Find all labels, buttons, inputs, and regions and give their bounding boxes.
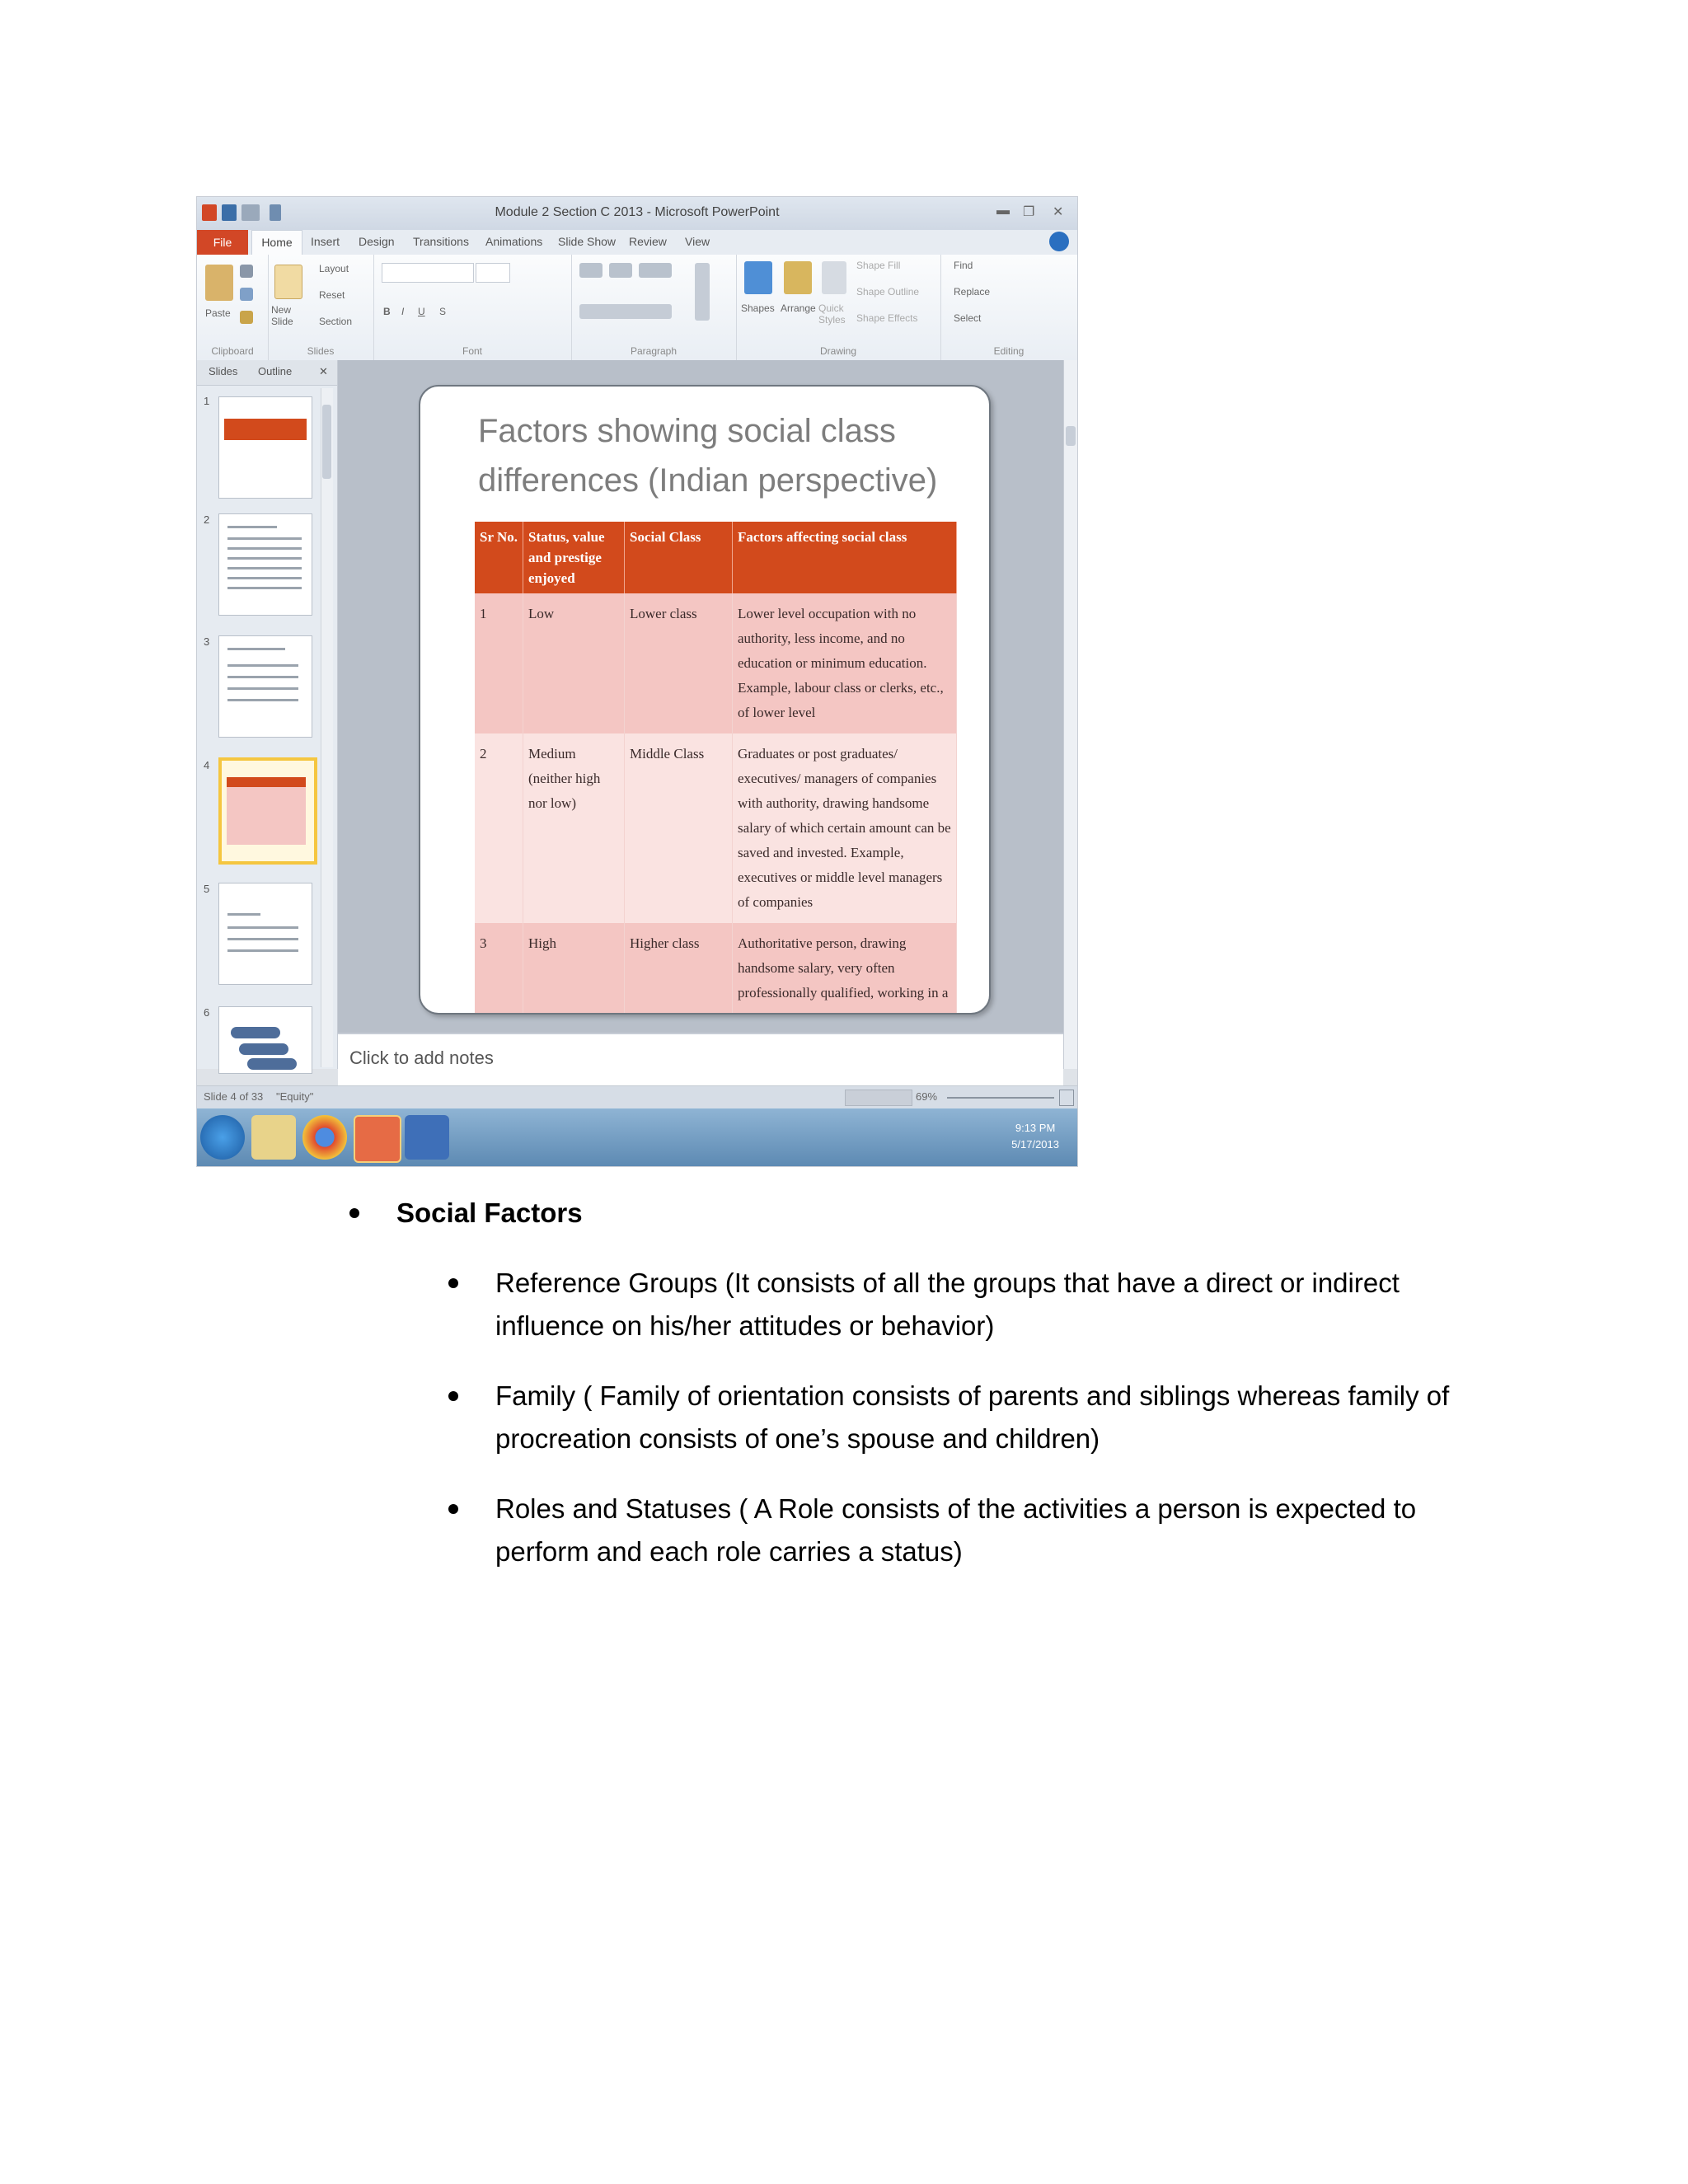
paragraph-group xyxy=(571,255,737,360)
powerpoint-screenshot xyxy=(196,196,1078,1167)
alignment-icons[interactable] xyxy=(579,304,672,319)
cell-status: High xyxy=(523,923,625,1014)
tab-view[interactable]: View xyxy=(685,235,710,248)
bullet-2-line-2: procreation consists of one’s spouse and children) xyxy=(495,1423,1100,1454)
tab-insert[interactable]: Insert xyxy=(311,235,340,248)
cell-factors: Lower level occupation with no authority, less income, and no education or minimum education. Example, labour class or clerks, etc., of lower level xyxy=(733,593,957,733)
theme-name: "Equity" xyxy=(276,1090,314,1103)
current-slide[interactable] xyxy=(419,385,991,1015)
tab-outline[interactable]: Outline xyxy=(258,365,293,377)
indent-icon[interactable] xyxy=(639,263,672,278)
cell-social-class: Higher class xyxy=(625,923,733,1014)
slide-thumbnail-2[interactable] xyxy=(218,513,312,616)
slide-scrollbar[interactable] xyxy=(1063,360,1078,1069)
shapes-label[interactable]: Shapes xyxy=(741,302,775,314)
arrange-icon[interactable] xyxy=(784,261,812,294)
bullet-1-line-2: influence on his/her attitudes or behavior) xyxy=(495,1310,995,1341)
cell-factors: Authoritative person, drawing handsome salary, very often professionally qualified, working in a xyxy=(733,923,957,1014)
cell-status: Low xyxy=(523,593,625,733)
view-buttons[interactable] xyxy=(845,1090,912,1106)
font-group xyxy=(373,255,572,360)
word-taskbar-icon[interactable] xyxy=(405,1115,449,1160)
select-button[interactable]: Select xyxy=(954,312,982,324)
shapes-icon[interactable] xyxy=(744,261,772,294)
new-slide-icon[interactable] xyxy=(274,265,302,299)
cell-status: Medium (neither high nor low) xyxy=(523,733,625,923)
tab-home[interactable]: Home xyxy=(251,230,302,255)
section-heading: Social Factors xyxy=(396,1197,583,1228)
slides-pane xyxy=(197,360,338,1069)
bullet-3-line-1: Roles and Statuses ( A Role consists of the activities a person is expected to xyxy=(495,1493,1417,1524)
thumb-title-bar xyxy=(224,419,307,440)
shape-fill-button[interactable]: Shape Fill xyxy=(856,260,901,271)
cut-icon[interactable] xyxy=(240,265,253,278)
shape-effects-button[interactable]: Shape Effects xyxy=(856,312,918,324)
bullets-icon[interactable] xyxy=(579,263,603,278)
underline-icon[interactable]: U xyxy=(418,306,425,317)
fit-slide-icon[interactable] xyxy=(1059,1090,1074,1106)
slides-group xyxy=(268,255,374,360)
copy-icon[interactable] xyxy=(240,288,253,301)
thumb-number: 6 xyxy=(204,1006,210,1019)
cell-sr-no: 2 xyxy=(475,733,523,923)
explorer-icon[interactable] xyxy=(251,1115,296,1160)
pane-scrollbar[interactable] xyxy=(321,388,333,1067)
cell-sr-no: 1 xyxy=(475,593,523,733)
tab-file[interactable]: File xyxy=(197,230,248,255)
clock-time: 9:13 PM xyxy=(1015,1122,1056,1134)
pane-scroll-thumb[interactable] xyxy=(322,405,331,479)
bullet-icon xyxy=(349,1208,359,1218)
layout-button[interactable]: Layout xyxy=(319,263,349,274)
slide-thumbnail-3[interactable] xyxy=(218,635,312,738)
new-slide-label[interactable]: New Slide xyxy=(271,304,293,327)
cell-sr-no: 3 xyxy=(475,923,523,1014)
editing-group xyxy=(940,255,1077,360)
paste-label[interactable]: Paste xyxy=(205,307,231,319)
header-social-class: Social Class xyxy=(625,522,733,593)
table-row xyxy=(475,923,957,1014)
section-button[interactable]: Section xyxy=(319,316,353,327)
bold-icon[interactable]: B xyxy=(383,306,391,317)
bullet-icon xyxy=(448,1504,458,1514)
clipboard-group xyxy=(197,255,269,360)
drawing-group xyxy=(736,255,941,360)
bullet-3-line-2: perform and each role carries a status) xyxy=(495,1536,963,1567)
table-row xyxy=(475,733,957,923)
header-status: Status, value and prestige enjoyed xyxy=(523,522,625,593)
tab-slide-show[interactable]: Slide Show xyxy=(558,235,617,248)
find-button[interactable]: Find xyxy=(954,260,973,271)
close-icon[interactable]: ✕ xyxy=(1053,205,1064,219)
minimize-icon[interactable]: ▬ xyxy=(996,204,1010,218)
bullet-icon xyxy=(448,1391,458,1401)
notes-placeholder[interactable]: Click to add notes xyxy=(349,1047,494,1068)
help-icon[interactable] xyxy=(1049,232,1069,251)
header-factors: Factors affecting social class xyxy=(733,522,957,593)
cell-social-class: Middle Class xyxy=(625,733,733,923)
slide-editing-area xyxy=(338,360,1063,1033)
tab-animations[interactable]: Animations xyxy=(485,235,543,248)
slide-title[interactable]: Factors showing social class differences (Indian perspective) xyxy=(478,413,938,499)
cell-factors: Graduates or post graduates/ executives/ managers of companies with authority, drawing handsome salary of which certain amount can be saved and invested. Example, executives or middle level managers of companies xyxy=(733,733,957,923)
text-direction-icon[interactable] xyxy=(695,263,710,321)
powerpoint-taskbar-icon[interactable] xyxy=(354,1115,401,1163)
table-header-row xyxy=(475,522,957,593)
table-row xyxy=(475,593,957,733)
slide-count: Slide 4 of 33 xyxy=(204,1090,264,1103)
bullet-2-line-1: Family ( Family of orientation consists of parents and siblings whereas family of xyxy=(495,1380,1450,1411)
tab-design[interactable]: Design xyxy=(359,235,395,248)
slides-group-label: Slides xyxy=(307,345,335,357)
ribbon xyxy=(197,255,1077,361)
thumb-number: 5 xyxy=(204,883,210,895)
paste-icon[interactable] xyxy=(205,265,233,301)
header-sr-no: Sr No. xyxy=(475,522,523,593)
tab-transitions[interactable]: Transitions xyxy=(413,235,469,248)
quick-styles-icon[interactable] xyxy=(822,261,846,294)
status-bar xyxy=(197,1085,1077,1109)
editing-group-label: Editing xyxy=(993,345,1025,357)
numbering-icon[interactable] xyxy=(609,263,632,278)
window-title: Module 2 Section C 2013 - Microsoft PowerPoint xyxy=(495,205,780,219)
social-class-table[interactable] xyxy=(475,522,957,1014)
strikethrough-icon[interactable]: S xyxy=(439,306,447,317)
slide-scroll-thumb[interactable] xyxy=(1066,426,1076,446)
start-button-icon[interactable] xyxy=(200,1115,245,1160)
paragraph-group-label: Paragraph xyxy=(630,345,678,357)
shape-outline-button[interactable]: Shape Outline xyxy=(856,286,920,298)
chrome-icon[interactable] xyxy=(302,1115,347,1160)
clipboard-group-label: Clipboard xyxy=(211,345,254,357)
italic-icon[interactable]: I xyxy=(401,306,405,317)
drawing-group-label: Drawing xyxy=(819,345,856,357)
slide-thumbnail-5[interactable] xyxy=(218,883,312,985)
notes-pane[interactable] xyxy=(338,1033,1063,1087)
ribbon-tabs xyxy=(197,230,1077,255)
cell-social-class: Lower class xyxy=(625,593,733,733)
bullet-1-line-1: Reference Groups (It consists of all the groups that have a direct or indirect xyxy=(495,1268,1400,1298)
slide-thumbnail-1[interactable] xyxy=(218,396,312,499)
pane-tabs xyxy=(197,360,337,386)
system-clock[interactable] xyxy=(1011,1120,1059,1153)
thumb-number: 2 xyxy=(204,513,210,526)
thumb-number: 3 xyxy=(204,635,210,648)
font-name-box[interactable] xyxy=(382,263,474,283)
thumb-number: 1 xyxy=(204,395,210,407)
arrange-label[interactable]: Arrange xyxy=(781,302,816,314)
tab-review[interactable]: Review xyxy=(629,235,667,248)
bullet-icon xyxy=(448,1278,458,1288)
zoom-slider[interactable] xyxy=(947,1097,1054,1099)
zoom-level[interactable]: 69% xyxy=(916,1090,938,1103)
replace-button[interactable]: Replace xyxy=(954,286,991,298)
tab-slides[interactable]: Slides xyxy=(209,365,238,377)
clock-date: 5/17/2013 xyxy=(1011,1138,1059,1151)
format-painter-icon[interactable] xyxy=(240,311,253,324)
slide-thumbnail-4-selected[interactable] xyxy=(218,757,317,865)
thumb-number: 4 xyxy=(204,759,210,771)
font-size-box[interactable] xyxy=(476,263,510,283)
restore-icon[interactable]: ❐ xyxy=(1023,205,1035,219)
close-pane-icon[interactable]: ✕ xyxy=(319,365,328,377)
quick-styles-label[interactable]: Quick Styles xyxy=(818,302,846,326)
title-bar xyxy=(197,197,1077,230)
reset-button[interactable]: Reset xyxy=(319,289,345,301)
font-group-label: Font xyxy=(462,345,482,357)
windows-taskbar xyxy=(197,1108,1077,1166)
slide-thumbnail-6[interactable] xyxy=(218,1006,312,1074)
